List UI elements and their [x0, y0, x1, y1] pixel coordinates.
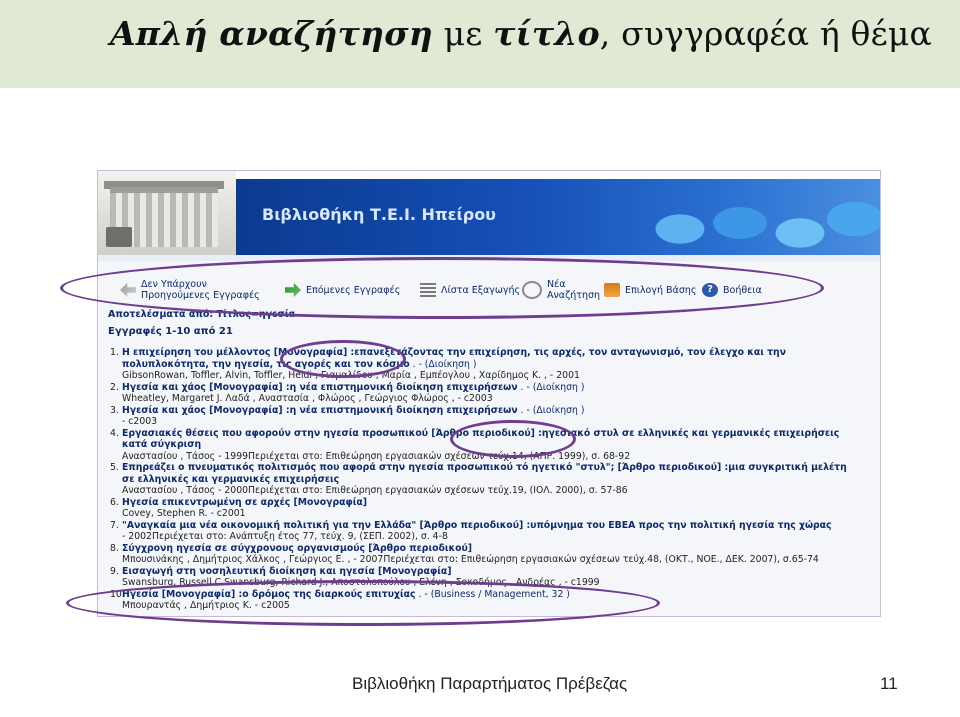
slide-footer: Βιβλιοθήκη Παραρτήματος Πρέβεζας — [352, 674, 628, 693]
result-item — [108, 543, 868, 566]
result-item — [108, 520, 868, 543]
result-number: 5. — [110, 462, 119, 473]
result-number: 10. — [110, 588, 125, 600]
no-previous-records-button[interactable]: Δεν Υπάρχουν Προηγούμενες Εγγραφές — [120, 274, 260, 306]
slide-title-band — [0, 0, 960, 88]
result-item — [108, 347, 868, 382]
result-authors: - 2002Περιέχεται στο: Ανάπτυξη έτος 77, τεύχ. 9, (ΣΕΠ. 2002), σ. 4-8 — [122, 531, 448, 542]
result-item — [108, 589, 868, 612]
slide-page-number: 11 — [880, 674, 898, 693]
result-item — [108, 497, 868, 520]
result-title-link[interactable]: Σύγχρονη ηγεσία σε σύγχρονους οργανισμούς [Άρθρο περιοδικού] — [122, 542, 473, 554]
result-title-link[interactable]: Ηγεσία [Μονογραφία] :ο δρόμος της διαρκούς επιτυχίας — [122, 588, 416, 600]
select-database-button[interactable]: Επιλογή Βάσης — [604, 274, 696, 306]
result-title-link[interactable]: Ηγεσία και χάος [Μονογραφία] :η νέα επιστημονική διοίκηση επιχειρήσεων — [122, 381, 518, 393]
result-number: 8. — [110, 542, 119, 554]
result-title-link-continued[interactable]: σε ελληνικές και γερμανικές επιχειρήσεις — [122, 473, 340, 485]
result-title-link-continued[interactable]: κατά σύγκριση — [122, 439, 202, 450]
library-screenshot — [97, 170, 881, 617]
result-item — [108, 462, 868, 497]
building-photo — [98, 171, 236, 255]
result-title-link[interactable]: Εργασιακές θέσεις που αφορούν στην ηγεσία προσωπικού [Άρθρο περιοδικού] :ηγεσιακό στυλ σε ελληνικές και γερμανικές επιχειρήσεις — [122, 427, 840, 439]
help-button[interactable]: ? Βοήθεια — [702, 274, 762, 306]
result-series: . - (Διοίκηση ) — [517, 381, 585, 393]
database-icon — [604, 283, 620, 297]
result-number: 6. — [110, 496, 119, 508]
arrow-left-icon — [120, 283, 136, 297]
result-authors: Swansburg, Russell C.Swansburg, Richard J., Αποστολοπούλου , Ελένη , Σοκοδήμος , Ανδρέας , - c1999 — [122, 577, 600, 588]
result-item — [108, 566, 868, 589]
result-number: 9. — [110, 565, 119, 577]
result-title-link[interactable]: "Αναγκαία μια νέα οικονομική πολιτική για την Ελλάδα" [Άρθρο περιοδικού] :υπόμνημα του ΕΒΕΑ προς την πολιτική ηγεσία της χώρας — [122, 519, 832, 531]
search-results — [108, 309, 868, 612]
result-series: . - (Διοίκηση ) — [517, 404, 585, 416]
result-series: . - (Διοίκηση ) — [409, 358, 477, 370]
new-search-button[interactable]: Νέα Αναζήτηση — [522, 274, 600, 306]
result-authors: Μπουραντάς , Δημήτριος Κ. - c2005 — [122, 600, 290, 611]
list-icon — [420, 283, 436, 297]
results-list — [108, 347, 868, 612]
result-authors: Wheatley, Margaret J. Λαδά , Αναστασία , Φλώρος , Γεώργιος Φλώρος , - c2003 — [122, 393, 493, 404]
results-count: Εγγραφές 1-10 από 21 — [108, 326, 233, 337]
results-toolbar — [120, 274, 860, 306]
library-banner — [236, 179, 880, 255]
result-title-link[interactable]: Η επιχείρηση του μέλλοντος [Μονογραφία] :επανεξετάζοντας την επιχείρηση, τις αρχές, τον ανταγωνισμό, τον έλεγχο και την — [122, 347, 787, 358]
result-number: 7. — [110, 519, 119, 531]
result-authors: Αναστασίου , Τάσος - 1999Περιέχεται στο: Επιθεώρηση εργασιακών σχέσεων τεύχ.14, (ΑΠΡ. 1999), σ. 68-92 — [122, 450, 631, 462]
result-item — [108, 382, 868, 405]
result-title-link[interactable]: Ηγεσία και χάος [Μονογραφία] :η νέα επιστημονική διοίκηση επιχειρήσεων — [122, 404, 518, 416]
result-series: . - (Business / Management, 32 ) — [415, 588, 570, 600]
export-list-button[interactable]: Λίστα Εξαγωγής — [420, 274, 520, 306]
result-number: 3. — [110, 404, 119, 416]
result-authors: GibsonRowan, Toffler, Alvin, Toffler, Heidi , Γιαμαλίδου , Μαρία , Εμπέογλου , Χαρίδημος Κ. , - 2001 — [122, 370, 580, 381]
help-icon: ? — [702, 283, 718, 297]
books-image — [640, 179, 880, 255]
result-authors: - c2003 — [122, 416, 158, 427]
slide-title: Απλή αναζήτηση με τίτλο, συγγραφέα ή θέμα — [110, 14, 933, 53]
result-item — [108, 405, 868, 428]
library-logo-icon — [106, 227, 132, 247]
result-title-link[interactable]: Ηγεσία επικεντρωμένη σε αρχές [Μονογραφία] — [122, 496, 368, 508]
results-heading: Αποτελέσματα από: Τίτλος=ηγεσία — [108, 309, 296, 320]
result-authors: Covey, Stephen R. - c2001 — [122, 508, 246, 519]
next-records-button[interactable]: Επόμενες Εγγραφές — [285, 274, 400, 306]
result-item — [108, 428, 868, 463]
result-number: 1. — [110, 347, 119, 358]
result-title-link[interactable]: Επηρεάζει ο πνευματικός πολιτισμός που αφορά στην ηγεσία προσωπικού τό ηγετικό "στυλ"; [Άρθρο περιοδικού] :μια συγκριτική μελέτη — [122, 462, 847, 473]
search-icon — [522, 281, 542, 299]
result-number: 4. — [110, 427, 119, 439]
result-authors: Μπουσινάκης , Δημήτριος Χάλκος , Γεώργιος Ε. , - 2007Περιέχεται στο: Επιθεώρηση εργασιακών σχέσεων τεύχ.48, (ΟΚΤ., ΝΟΕ., ΔΕΚ. 2007), σ.65-74 — [122, 554, 819, 565]
arrow-right-icon — [285, 283, 301, 297]
banner-title: Βιβλιοθήκη Τ.Ε.Ι. Ηπείρου — [262, 205, 496, 224]
result-title-link[interactable]: Εισαγωγή στη νοσηλευτική διοίκηση και ηγεσία [Μονογραφία] — [122, 565, 452, 577]
result-number: 2. — [110, 381, 119, 393]
result-authors: Αναστασίου , Τάσος - 2000Περιέχεται στο: Επιθεώρηση εργασιακών σχέσεων τεύχ.19, (ΙΟΛ. 2000), σ. 57-86 — [122, 485, 628, 496]
result-title-link-continued[interactable]: πολυπλοκότητα, την ηγεσία, τις αγορές και τον κόσμο — [122, 358, 410, 370]
